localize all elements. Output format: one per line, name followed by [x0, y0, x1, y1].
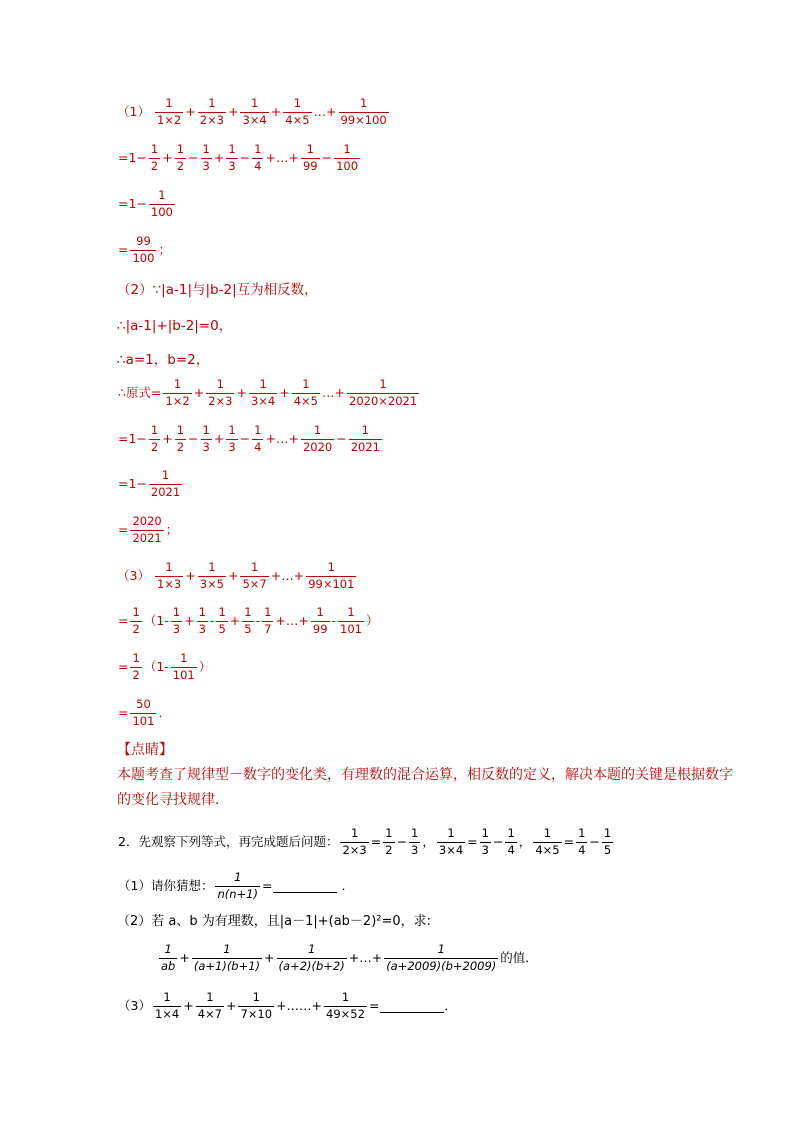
math-operator: =1− — [118, 149, 147, 165]
fraction-denominator: 2 — [132, 667, 140, 682]
fraction-numerator: 1 — [163, 990, 171, 1004]
math-operator: +……+ — [276, 997, 323, 1013]
fraction-numerator: 1 — [307, 942, 316, 956]
fraction-denominator: 100 — [150, 204, 173, 219]
fraction-denominator: 2 — [132, 621, 140, 636]
math-operator: + — [213, 149, 225, 165]
fraction-numerator: 1 — [165, 560, 173, 574]
fraction-denominator: 3 — [411, 842, 419, 857]
part2-step1 — [117, 425, 734, 453]
fraction-denominator: 2020×2021 — [349, 393, 418, 408]
fraction — [153, 992, 181, 1020]
fraction-denominator: (a+1)(b+1) — [193, 958, 261, 973]
math-operator: = — [368, 997, 380, 1013]
fraction — [283, 98, 311, 126]
fraction — [130, 607, 141, 635]
fraction-numerator: 99 — [136, 234, 151, 248]
fraction-denominator: 5 — [244, 621, 252, 636]
fraction-denominator: 2 — [150, 439, 159, 454]
part2-step2 — [117, 470, 734, 498]
math-operator: （1- — [143, 612, 169, 628]
fraction-numerator: 1 — [437, 942, 445, 956]
fraction-numerator: 1 — [603, 826, 612, 840]
fraction-numerator: 1 — [244, 605, 252, 619]
fraction-numerator: 1 — [218, 605, 226, 619]
part3-step1 — [117, 607, 734, 635]
q2-sub1-end: ． — [337, 877, 354, 893]
fraction-numerator: 1 — [228, 423, 236, 437]
fraction — [163, 379, 191, 407]
fraction — [301, 425, 334, 453]
fraction-denominator: 2 — [176, 158, 185, 173]
fraction-denominator: 4×5 — [535, 842, 560, 857]
fraction-denominator: ab — [161, 958, 176, 973]
fraction-numerator: 1 — [347, 605, 355, 619]
fraction-denominator: (a+2009)(b+2009) — [386, 958, 497, 973]
fraction-numerator: 1 — [293, 96, 302, 110]
fraction — [277, 944, 347, 972]
math-operator: ； — [165, 521, 179, 537]
fraction — [292, 379, 320, 407]
fraction-numerator: 1 — [176, 142, 185, 156]
fraction — [198, 98, 226, 126]
math-operator: + — [213, 430, 225, 446]
fraction-numerator: 1 — [150, 142, 159, 156]
q2-sub3-end: ． — [444, 997, 457, 1013]
fraction-numerator: 1 — [202, 423, 210, 437]
part1-result — [117, 236, 734, 264]
fraction-numerator: 1 — [341, 990, 350, 1004]
fraction-denominator: 5×7 — [242, 576, 267, 591]
fraction-denominator: 7×10 — [240, 1006, 273, 1021]
fraction-numerator: 1 — [223, 942, 231, 956]
math-operator: = — [118, 612, 129, 628]
fraction-denominator: 2×3 — [342, 842, 367, 857]
math-operator: + — [236, 384, 247, 400]
fraction — [252, 144, 263, 172]
fraction-denominator: 3 — [198, 621, 206, 636]
fraction-denominator: 49×52 — [326, 1006, 365, 1021]
math-operator: +…+ — [270, 567, 305, 583]
fraction-denominator: 2 — [385, 842, 393, 857]
math-operator: − — [396, 833, 408, 849]
fraction-denominator: 99×101 — [308, 576, 355, 591]
math-operator: +…+ — [265, 149, 299, 165]
fraction-numerator: 1 — [172, 605, 181, 619]
math-operator: …+ — [313, 103, 337, 119]
fraction-denominator: 7 — [264, 621, 272, 636]
fraction-numerator: 1 — [543, 826, 552, 840]
fraction-denominator: 2020 — [302, 439, 333, 454]
fraction-numerator: 50 — [136, 697, 151, 711]
fraction — [226, 144, 237, 172]
fraction-numerator: 1 — [343, 142, 351, 156]
fraction — [171, 653, 197, 681]
math-operator: ） — [365, 612, 379, 628]
math-operator: ） — [198, 658, 212, 674]
fraction-denominator: n(n+1) — [217, 886, 258, 901]
fraction-denominator: 2×3 — [199, 112, 224, 127]
fraction-numerator: 1 — [250, 560, 259, 574]
fraction — [197, 607, 208, 635]
fraction — [437, 828, 465, 856]
fraction-numerator: 1 — [359, 96, 368, 110]
fraction-numerator: 1 — [202, 142, 210, 156]
fraction — [533, 828, 561, 856]
math-operator: +…+ — [275, 612, 309, 628]
fraction-numerator: 2020 — [132, 514, 162, 528]
fraction — [201, 144, 212, 172]
part1-step2 — [117, 190, 734, 218]
fraction — [576, 828, 587, 856]
fraction-denominator: 4 — [254, 158, 262, 173]
math-operator: ； — [158, 241, 171, 257]
fraction — [196, 992, 224, 1020]
fraction — [409, 828, 420, 856]
fraction-numerator: 1 — [379, 377, 387, 391]
math-operator: + — [228, 567, 239, 583]
fraction — [175, 144, 186, 172]
math-operator: + — [193, 384, 205, 400]
fraction-denominator: 2021 — [132, 530, 162, 545]
math-operator: ． — [158, 704, 171, 720]
q2-intro — [117, 828, 734, 856]
fraction-numerator: 1 — [158, 188, 166, 202]
fraction-denominator: 2021 — [350, 439, 380, 454]
fraction — [130, 653, 141, 681]
math-operator: +…+ — [348, 949, 383, 965]
part2-condition1: （2）∵|a-1|与|b-2|互为相反数， — [117, 282, 318, 299]
fraction-numerator: 1 — [327, 560, 335, 574]
part3-expression — [117, 562, 734, 590]
math-operator: = — [118, 241, 129, 257]
fraction — [192, 944, 262, 972]
fraction-denominator: 5 — [218, 621, 226, 636]
fraction-denominator: 3×4 — [242, 112, 267, 127]
fraction-denominator: 2021 — [150, 484, 181, 499]
fraction-denominator: 4×7 — [197, 1006, 222, 1021]
fraction-numerator: 1 — [173, 377, 182, 391]
fraction-denominator: 3×4 — [250, 393, 276, 408]
fraction — [149, 190, 175, 218]
q2-sub3-answer-blank[interactable] — [380, 1000, 444, 1013]
math-operator: …+ — [322, 384, 345, 400]
fraction-numerator: 1 — [316, 605, 324, 619]
fraction — [306, 562, 356, 590]
fraction-numerator: 1 — [507, 826, 515, 840]
part1-expression — [117, 98, 734, 126]
part2-expression — [117, 379, 734, 407]
fraction-numerator: 1 — [302, 377, 310, 391]
fraction-denominator: 3 — [481, 842, 489, 857]
fraction — [505, 828, 516, 856]
math-operator: + — [228, 103, 239, 119]
fraction-numerator: 1 — [361, 423, 369, 437]
fraction-denominator: 3 — [202, 158, 210, 173]
fraction-denominator: 2 — [150, 158, 159, 173]
fraction-denominator: 101 — [172, 667, 195, 682]
part-label: （1） — [117, 103, 150, 119]
fraction-numerator: 1 — [161, 468, 170, 482]
fraction — [262, 607, 273, 635]
math-operator: − — [239, 149, 251, 165]
fraction-numerator: 1 — [481, 826, 489, 840]
part2-condition3: ∴a=1，b=2， — [117, 352, 210, 369]
math-operator: （1- — [143, 658, 169, 674]
math-operator: ， — [422, 833, 435, 849]
fraction-denominator: (a+2)(b+2) — [278, 958, 345, 973]
math-operator: ， — [518, 833, 532, 849]
fraction-numerator: 1 — [252, 990, 260, 1004]
fraction-denominator: 101 — [132, 713, 155, 728]
fraction — [334, 144, 360, 172]
part1-step1 — [117, 144, 734, 172]
fraction-denominator: 1×2 — [165, 393, 190, 408]
math-operator: = — [467, 833, 478, 849]
fraction-numerator: 1 — [132, 651, 140, 665]
fraction — [249, 379, 277, 407]
fraction — [602, 828, 613, 856]
math-operator: − — [589, 833, 600, 849]
q2-sub3 — [117, 992, 734, 1020]
math-operator: =1− — [118, 430, 147, 446]
fraction-numerator: 1 — [254, 142, 262, 156]
fraction — [130, 699, 156, 727]
math-operator: + — [184, 612, 195, 628]
q2-sub2-text: （2）若 a、b 为有理数，且|a－1|+(ab－2)²=0，求: — [117, 913, 432, 929]
math-operator: =1− — [118, 195, 147, 211]
fraction-numerator: 1 — [228, 142, 236, 156]
part2-result — [117, 516, 734, 544]
fraction-numerator: 1 — [176, 423, 185, 437]
math-operator: + — [162, 149, 173, 165]
math-operator: − — [336, 430, 347, 446]
math-operator: - — [331, 612, 337, 628]
math-operator: + — [183, 997, 194, 1013]
fraction — [338, 607, 364, 635]
fraction — [206, 379, 234, 407]
part2-condition2: ∴|a-1|+|b-2|=0， — [117, 318, 233, 335]
fraction-numerator: 1 — [216, 377, 224, 391]
fraction-numerator: 1 — [208, 560, 216, 574]
part3-result — [117, 699, 734, 727]
fraction-numerator: 1 — [198, 605, 206, 619]
part3-step2 — [117, 653, 734, 681]
fraction-numerator: 1 — [254, 423, 262, 437]
math-operator: + — [270, 103, 282, 119]
math-operator: +…+ — [265, 430, 299, 446]
math-operator: - — [255, 612, 261, 628]
fraction — [301, 144, 320, 172]
fraction-denominator: 100 — [336, 158, 359, 173]
fraction — [480, 828, 491, 856]
math-operator: = — [118, 704, 129, 720]
fraction-numerator: 1 — [578, 826, 586, 840]
fraction-denominator: 101 — [340, 621, 362, 636]
dianjing-title: 【点睛】 — [117, 742, 173, 758]
fraction — [311, 607, 330, 635]
fraction-denominator: 99×100 — [340, 112, 387, 127]
fraction — [149, 425, 160, 453]
fraction-denominator: 4 — [578, 842, 586, 857]
part-label: （3） — [117, 567, 150, 583]
fraction — [226, 425, 237, 453]
fraction — [130, 236, 156, 264]
math-operator: − — [188, 430, 199, 446]
fraction-denominator: 100 — [132, 250, 155, 265]
math-operator: + — [185, 567, 196, 583]
math-operator: + — [185, 103, 196, 119]
math-operator: + — [162, 430, 173, 446]
fraction-denominator: 1×4 — [154, 1006, 180, 1021]
fraction — [201, 425, 212, 453]
fraction — [175, 425, 186, 453]
math-operator: = — [118, 521, 129, 537]
math-operator: （3） — [118, 997, 151, 1013]
fraction-numerator: 1 — [447, 826, 455, 840]
fraction-numerator: 1 — [306, 142, 314, 156]
math-operator: + — [179, 949, 190, 965]
fraction-numerator: 1 — [259, 377, 267, 391]
fraction-numerator: 1 — [264, 605, 272, 619]
q2-sub2-expression — [158, 944, 734, 972]
q2-sub1 — [117, 872, 734, 900]
fraction-denominator: 1×2 — [156, 112, 182, 127]
fraction — [130, 516, 163, 544]
fraction — [238, 992, 274, 1020]
fraction — [252, 425, 263, 453]
fraction-numerator: 1 — [150, 423, 159, 437]
fraction-numerator: 1 — [350, 826, 359, 840]
math-operator: 2．先观察下列等式，再完成题后问题： — [118, 833, 339, 849]
fraction-numerator: 1 — [250, 96, 259, 110]
q2-sub3-expr — [117, 992, 380, 1020]
fraction-denominator: 3 — [228, 158, 236, 173]
math-operator: − — [492, 833, 504, 849]
fraction — [159, 944, 177, 972]
fraction — [240, 562, 268, 590]
math-operator: − — [188, 149, 199, 165]
fraction-denominator: 3 — [172, 621, 181, 636]
math-operator: （1）请你猜想： — [118, 877, 214, 893]
math-operator: = — [261, 877, 273, 893]
math-operator: =1− — [118, 475, 147, 491]
dianjing-text: 本题考查了规律型－数字的变化类，有理数的混合运算，相反数的定义，解决本题的关键是根据数字的变化寻找规律． — [117, 767, 733, 808]
fraction — [339, 98, 389, 126]
fraction-denominator: 3 — [228, 439, 236, 454]
fraction-denominator: 3 — [202, 439, 210, 454]
fraction — [384, 944, 498, 972]
fraction — [215, 872, 260, 900]
math-operator: + — [279, 384, 290, 400]
fraction-numerator: 1 — [180, 651, 188, 665]
fraction — [171, 607, 182, 635]
fraction-numerator: 1 — [206, 990, 214, 1004]
math-operator: = — [563, 833, 575, 849]
q2-sub1-answer-blank[interactable] — [273, 880, 337, 893]
fraction-numerator: 1 — [385, 826, 393, 840]
fraction-numerator: 1 — [411, 826, 419, 840]
fraction-denominator: 2×3 — [208, 393, 233, 408]
fraction-denominator: 99 — [312, 621, 328, 636]
math-operator: = — [118, 658, 129, 674]
fraction — [149, 144, 160, 172]
fraction-numerator: 1 — [234, 870, 242, 884]
fraction — [349, 425, 382, 453]
math-operator: ∴原式= — [118, 384, 162, 400]
fraction-denominator: 1×3 — [156, 576, 182, 591]
math-operator: + — [229, 612, 241, 628]
fraction — [347, 379, 419, 407]
fraction-denominator: 3×5 — [199, 576, 224, 591]
fraction — [340, 828, 368, 856]
fraction — [240, 98, 268, 126]
fraction — [324, 992, 367, 1020]
math-operator: = — [370, 833, 382, 849]
math-operator: − — [239, 430, 251, 446]
math-operator: − — [321, 149, 333, 165]
fraction-numerator: 1 — [165, 96, 173, 110]
fraction-denominator: 2 — [176, 439, 185, 454]
fraction — [383, 828, 394, 856]
fraction-numerator: 1 — [208, 96, 216, 110]
fraction-numerator: 1 — [164, 942, 172, 956]
fraction — [242, 607, 253, 635]
fraction-numerator: 1 — [313, 423, 322, 437]
math-operator: + — [264, 949, 275, 965]
math-operator: + — [226, 997, 237, 1013]
fraction-numerator: 1 — [132, 605, 140, 619]
fraction-denominator: 4×5 — [285, 112, 310, 127]
fraction — [155, 98, 183, 126]
fraction-denominator: 99 — [302, 158, 318, 173]
math-operator: - — [209, 612, 215, 628]
fraction-denominator: 4 — [254, 439, 262, 454]
fraction — [216, 607, 227, 635]
fraction-denominator: 4 — [507, 842, 515, 857]
q2-sub1-expr — [117, 872, 273, 900]
fraction — [149, 470, 182, 498]
fraction — [155, 562, 183, 590]
fraction-denominator: 5 — [603, 842, 612, 857]
fraction-denominator: 4×5 — [293, 393, 319, 408]
fraction-denominator: 3×4 — [438, 842, 464, 857]
fraction — [198, 562, 226, 590]
math-operator: 的值． — [500, 949, 538, 965]
